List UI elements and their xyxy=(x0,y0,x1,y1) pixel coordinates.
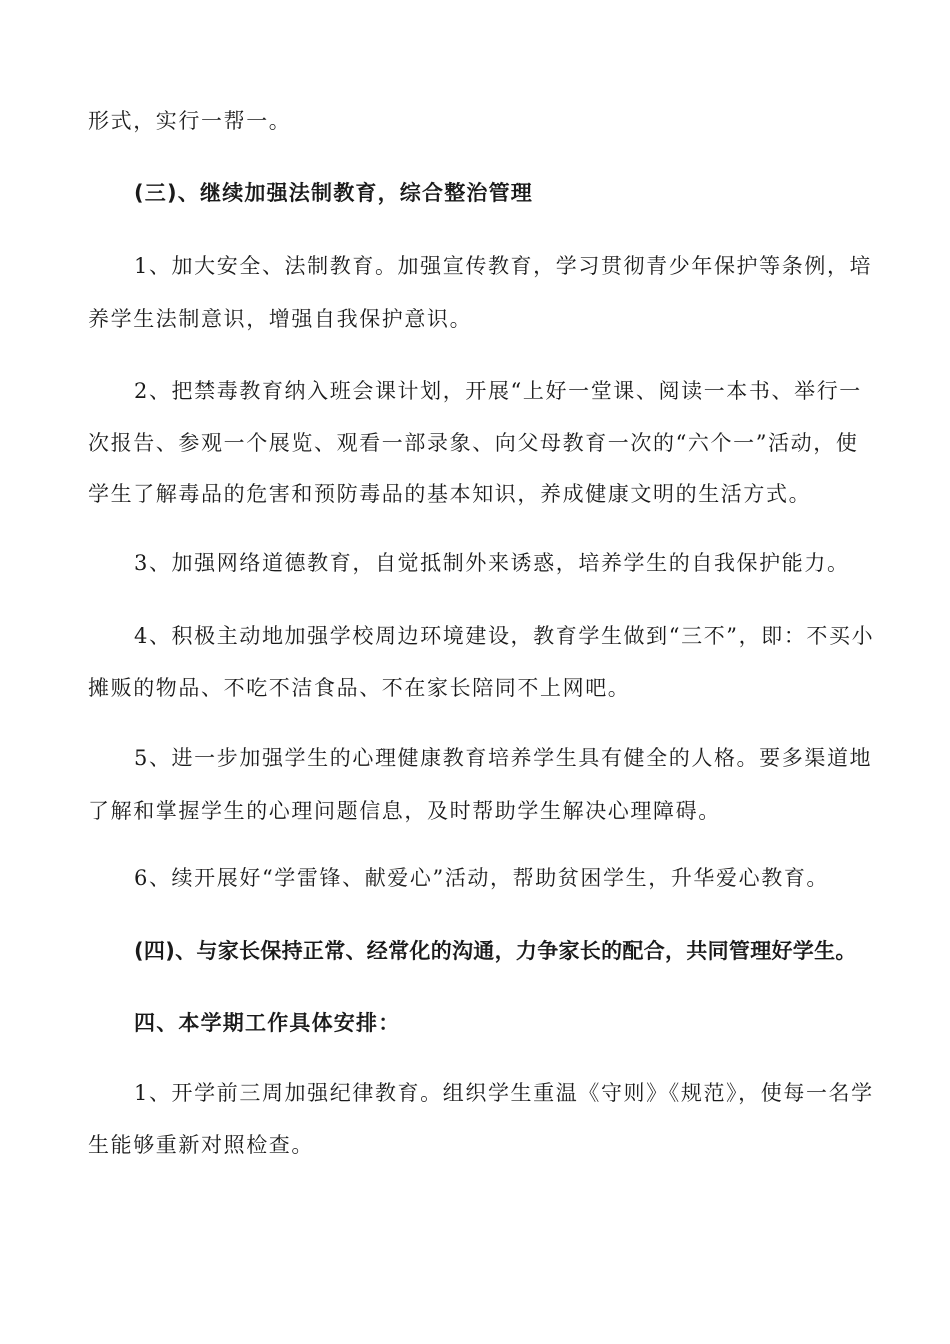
paragraph-line: 形式，实行一帮一。 xyxy=(88,109,292,133)
paragraph-line: 次报告、参观一个展览、观看一部录象、向父母教育一次的“六个一”活动，使 xyxy=(88,431,859,455)
paragraph-line: 1、加大安全、法制教育。加强宣传教育，学习贯彻青少年保护等条例，培 xyxy=(134,254,873,278)
section-heading-4: (四)、与家长保持正常、经常化的沟通，力争家长的配合，共同管理好学生。 xyxy=(134,939,857,963)
paragraph-line: 生能够重新对照检查。 xyxy=(88,1133,314,1157)
paragraph-line: 学生了解毒品的危害和预防毒品的基本知识，养成健康文明的生活方式。 xyxy=(88,482,812,506)
section-heading-work-plan: 四、本学期工作具体安排： xyxy=(134,1011,401,1035)
paragraph-line: 4、积极主动地加强学校周边环境建设，教育学生做到“三不”，即：不买小 xyxy=(134,624,875,648)
paragraph-line: 1、开学前三周加强纪律教育。组织学生重温《守则》《规范》，使每一名学 xyxy=(134,1081,874,1105)
paragraph-line: 2、把禁毒教育纳入班会课计划，开展“上好一堂课、阅读一本书、举行一 xyxy=(134,379,862,403)
paragraph-line: 了解和掌握学生的心理问题信息，及时帮助学生解决心理障碍。 xyxy=(88,799,721,823)
paragraph-line: 3、加强网络道德教育，自觉抵制外来诱惑，培养学生的自我保护能力。 xyxy=(134,551,850,575)
section-heading-3: (三)、继续加强法制教育，综合整治管理 xyxy=(134,181,533,205)
paragraph-line: 养学生法制意识，增强自我保护意识。 xyxy=(88,307,473,331)
paragraph-line: 摊贩的物品、不吃不洁食品、不在家长陪同不上网吧。 xyxy=(88,676,631,700)
paragraph-line: 6、续开展好“学雷锋、献爱心”活动，帮助贫困学生，升华爱心教育。 xyxy=(134,866,830,890)
paragraph-line: 5、进一步加强学生的心理健康教育培养学生具有健全的人格。要多渠道地 xyxy=(134,746,873,770)
